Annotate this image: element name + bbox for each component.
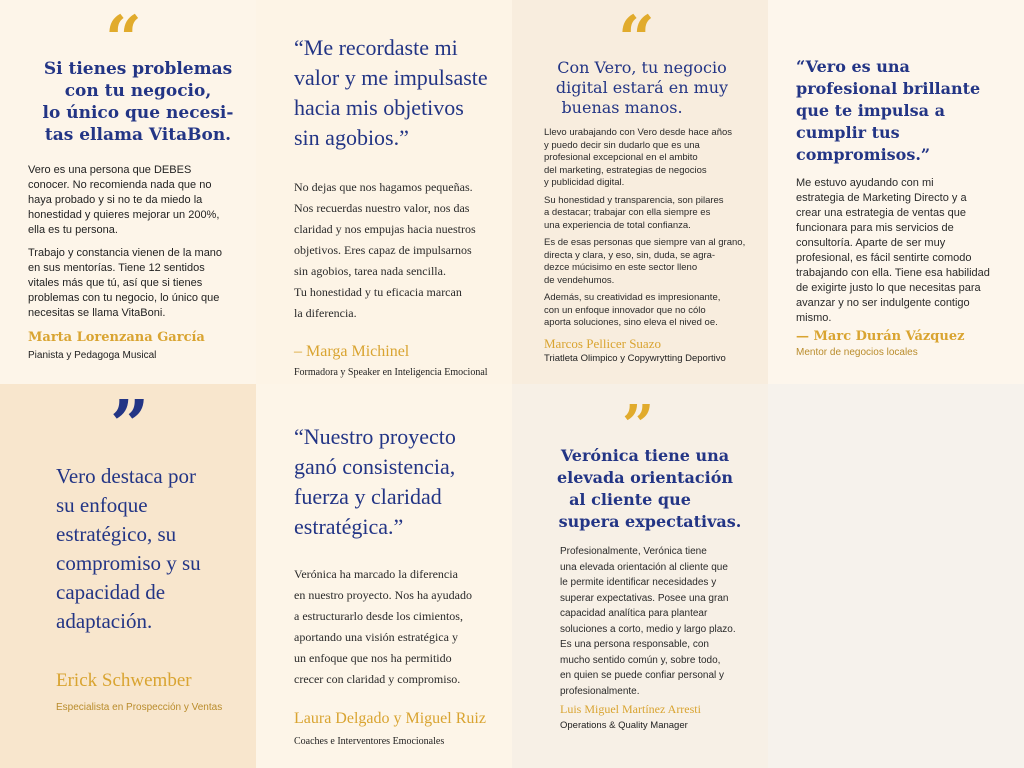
- testimonial-author: Luis Miguel Martínez Arresti: [560, 702, 701, 716]
- testimonial-card-5: [0, 384, 256, 768]
- testimonial-body: Llevo urabajando con Vero desde hace años y puedo decir sin dudarlo que es una profesional excepcional en el ambito del marketing, estrategias de negocios y publicidad digital. Su honestidad y transparencia, son pilares a destacar; trabajar con ella siempre es una experiencia de total confianza. Es de esas personas que siempre van al grano, directa y clara, y eso, sin, duda, se agra- dezce múcisimo en este sector lleno de vendehumos. Además, su creatividad es impresionante, con un enfoque innovador que no cólo aporta soluciones, sino eleva el nived oe.: [544, 127, 746, 328]
- testimonial-role: Pianista y Pedagoga Musical: [28, 350, 157, 361]
- testimonial-role: Especialista en Prospección y Ventas: [56, 702, 223, 713]
- testimonial-body: Vero es una persona que DEBES conocer. No recomienda nada que no haya probado y si no te da miedo la honestidad y quieres mejorar un 200%, ella es tu persona. Trabajo y constancia vienen de la mano en sus mentorías. Tiene 12 sentidos vitales más que tú, así que si tienes problemas con tu negocio, lo único que necesitas se llama VitaBoni.: [28, 164, 223, 319]
- testimonial-author: – Marga Michinel: [294, 343, 410, 360]
- testimonial-body: Verónica ha marcado la diferencia en nuestro proyecto. Nos ha ayudado a estructurarlo desde los cimientos, aportando una visión estratégica y un enfoque que nos ha permitido crecer con claridad y compromiso.: [294, 567, 472, 686]
- testimonial-card-6: [256, 384, 512, 768]
- testimonial-card-1: [0, 0, 256, 384]
- testimonial-headline: Con Vero, tu negocio digital estará en muy buenas manos.: [555, 58, 729, 117]
- testimonial-author: Laura Delgado y Miguel Ruiz: [294, 710, 486, 727]
- testimonial-author: Marta Lorenzana García: [28, 330, 205, 345]
- testimonial-body: No dejas que nos hagamos pequeñas. Nos recuerdas nuestro valor, nos das claridad y nos empujas hacia nuestros objetivos. Eres capaz de impulsarnos sin agobios, tarea nada sencilla. Tu honestidad y tu eficacia marcan la diferencia.: [294, 180, 476, 320]
- testimonial-author: — Marc Durán Vázquez: [796, 329, 965, 344]
- testimonial-role: Operations & Quality Manager: [560, 720, 688, 731]
- testimonial-headline: “Me recordaste mi valor y me impulsaste hacia mis objetivos sin agobios.”: [294, 35, 488, 150]
- testimonial-role: Triatleta Olimpico y Copywrytting Deportivo: [544, 353, 726, 364]
- empty-panel: [768, 384, 1024, 768]
- testimonial-body: Me estuvo ayudando con mi estrategia de Marketing Directo y a crear una estrategia de ventas que funcionara para mis servicios de consultoría. Aparte de ser muy profesional, es fácil sentirte comodo trabajando con ella. Tiene esa habilidad de exigirte justo lo que necesitas para avanzar y no ser indulgente contigo mismo.: [796, 177, 990, 324]
- testimonial-author: Erick Schwember: [56, 670, 192, 691]
- testimonial-role: Formadora y Speaker en Inteligencia Emocional: [294, 367, 488, 378]
- testimonial-headline: Si tienes problemas con tu negocio, lo único que necesi- tas ellama VitaBon.: [42, 59, 234, 145]
- testimonial-headline: “Nuestro proyecto ganó consistencia, fuerza y claridad estratégica.”: [294, 424, 456, 539]
- testimonial-role: Coaches e Interventores Emocionales: [294, 736, 445, 747]
- testimonial-card-4: [768, 0, 1024, 384]
- testimonial-author: Marcos Pellicer Suazo: [544, 336, 661, 351]
- quote-close-icon: ”: [110, 386, 150, 466]
- testimonial-card-7: [512, 384, 768, 768]
- quote-close-icon: ”: [622, 393, 655, 459]
- testimonial-body: Profesionalmente, Verónica tiene una elevada orientación al cliente que le permite identificar necesidades y superar expectativas. Posee una gran capacidad analítica para plantear soluciones a corto, medio y largo plazo. Es una persona responsable, con mucho sentido común y, sobre todo, en quien se puede confiar personal y profesionalmente.: [560, 546, 736, 697]
- testimonial-role: Mentor de negocios locales: [796, 347, 918, 358]
- testimonial-headline: “Vero es una profesional brillante que te impulsa a cumplir tus compromisos.”: [796, 57, 981, 164]
- quote-open-icon: “: [105, 2, 142, 77]
- testimonial-card-3: [512, 0, 768, 384]
- quote-open-icon: “: [618, 2, 655, 77]
- testimonial-card-2: [256, 0, 512, 384]
- testimonial-headline: Verónica tiene una elevada orientación al cliente que supera expectativas.: [556, 446, 742, 531]
- testimonial-headline: Vero destaca por su enfoque estratégico, su compromiso y su capacidad de adaptación.: [56, 464, 201, 633]
